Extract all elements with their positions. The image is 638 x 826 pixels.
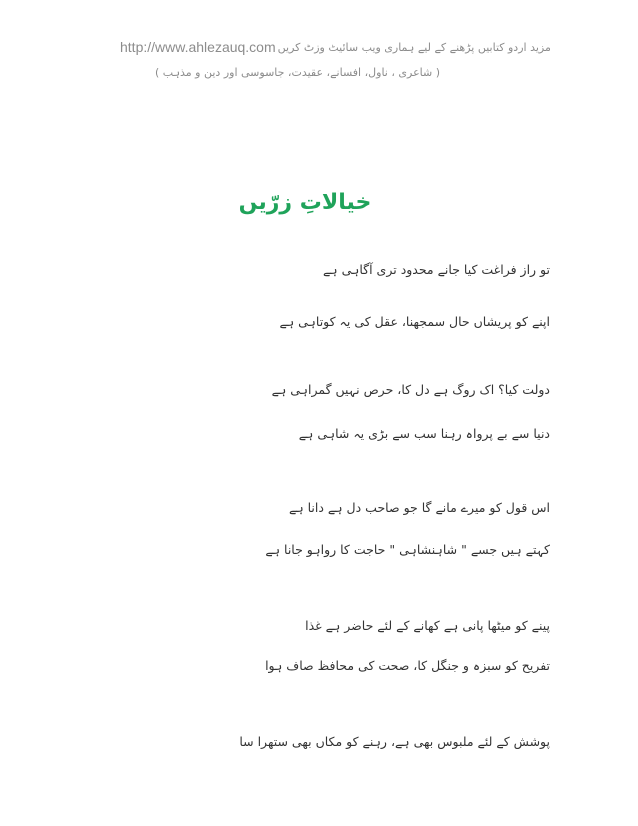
header-promo-text: مزید اردو کتابیں پڑھنے کے لیے ہماری ویب سائیٹ وزٹ کریں — [277, 40, 551, 54]
poem-title: خیالاتِ زرّیں — [238, 190, 372, 215]
verse-line-8: تفریح کو سبزہ و جنگل کا، صحت کی محافظ صاف ہوا — [265, 658, 550, 673]
verse-line-7: پینے کو میٹھا پانی ہے کھانے کے لئے حاضر ہے غذا — [305, 618, 550, 633]
verse-line-6: کہتے ہیں جسے " شاہنشاہی " حاجت کا رواہو جانا ہے — [265, 542, 550, 557]
verse-line-5: اس قول کو میرے مانے گا جو صاحب دل ہے دانا ہے — [289, 500, 550, 515]
header-line — [120, 38, 551, 56]
website-link[interactable]: http://www.ahlezauq.com — [120, 39, 276, 55]
verse-line-2: اپنے کو پریشاں حال سمجھنا، عقل کی یہ کوتاہی ہے — [279, 314, 550, 329]
verse-line-9: پوشش کے لئے ملبوس بھی ہے، رہنے کو مکاں بھی ستھرا سا — [239, 734, 550, 749]
verse-line-4: دنیا سے بے پرواہ رہنا سب سے بڑی یہ شاہی ہے — [298, 426, 550, 441]
verse-line-1: تو راز فراغت کیا جانے محدود تری آگاہی ہے — [322, 262, 550, 277]
header-genres-text: ( شاعری ، ناول، افسانے، عقیدت، جاسوسی اور دین و مذہب ) — [154, 66, 440, 79]
verse-line-3: دولت کیا؟ اک روگ ہے دل کا، حرص نہیں گمراہی ہے — [271, 382, 550, 397]
